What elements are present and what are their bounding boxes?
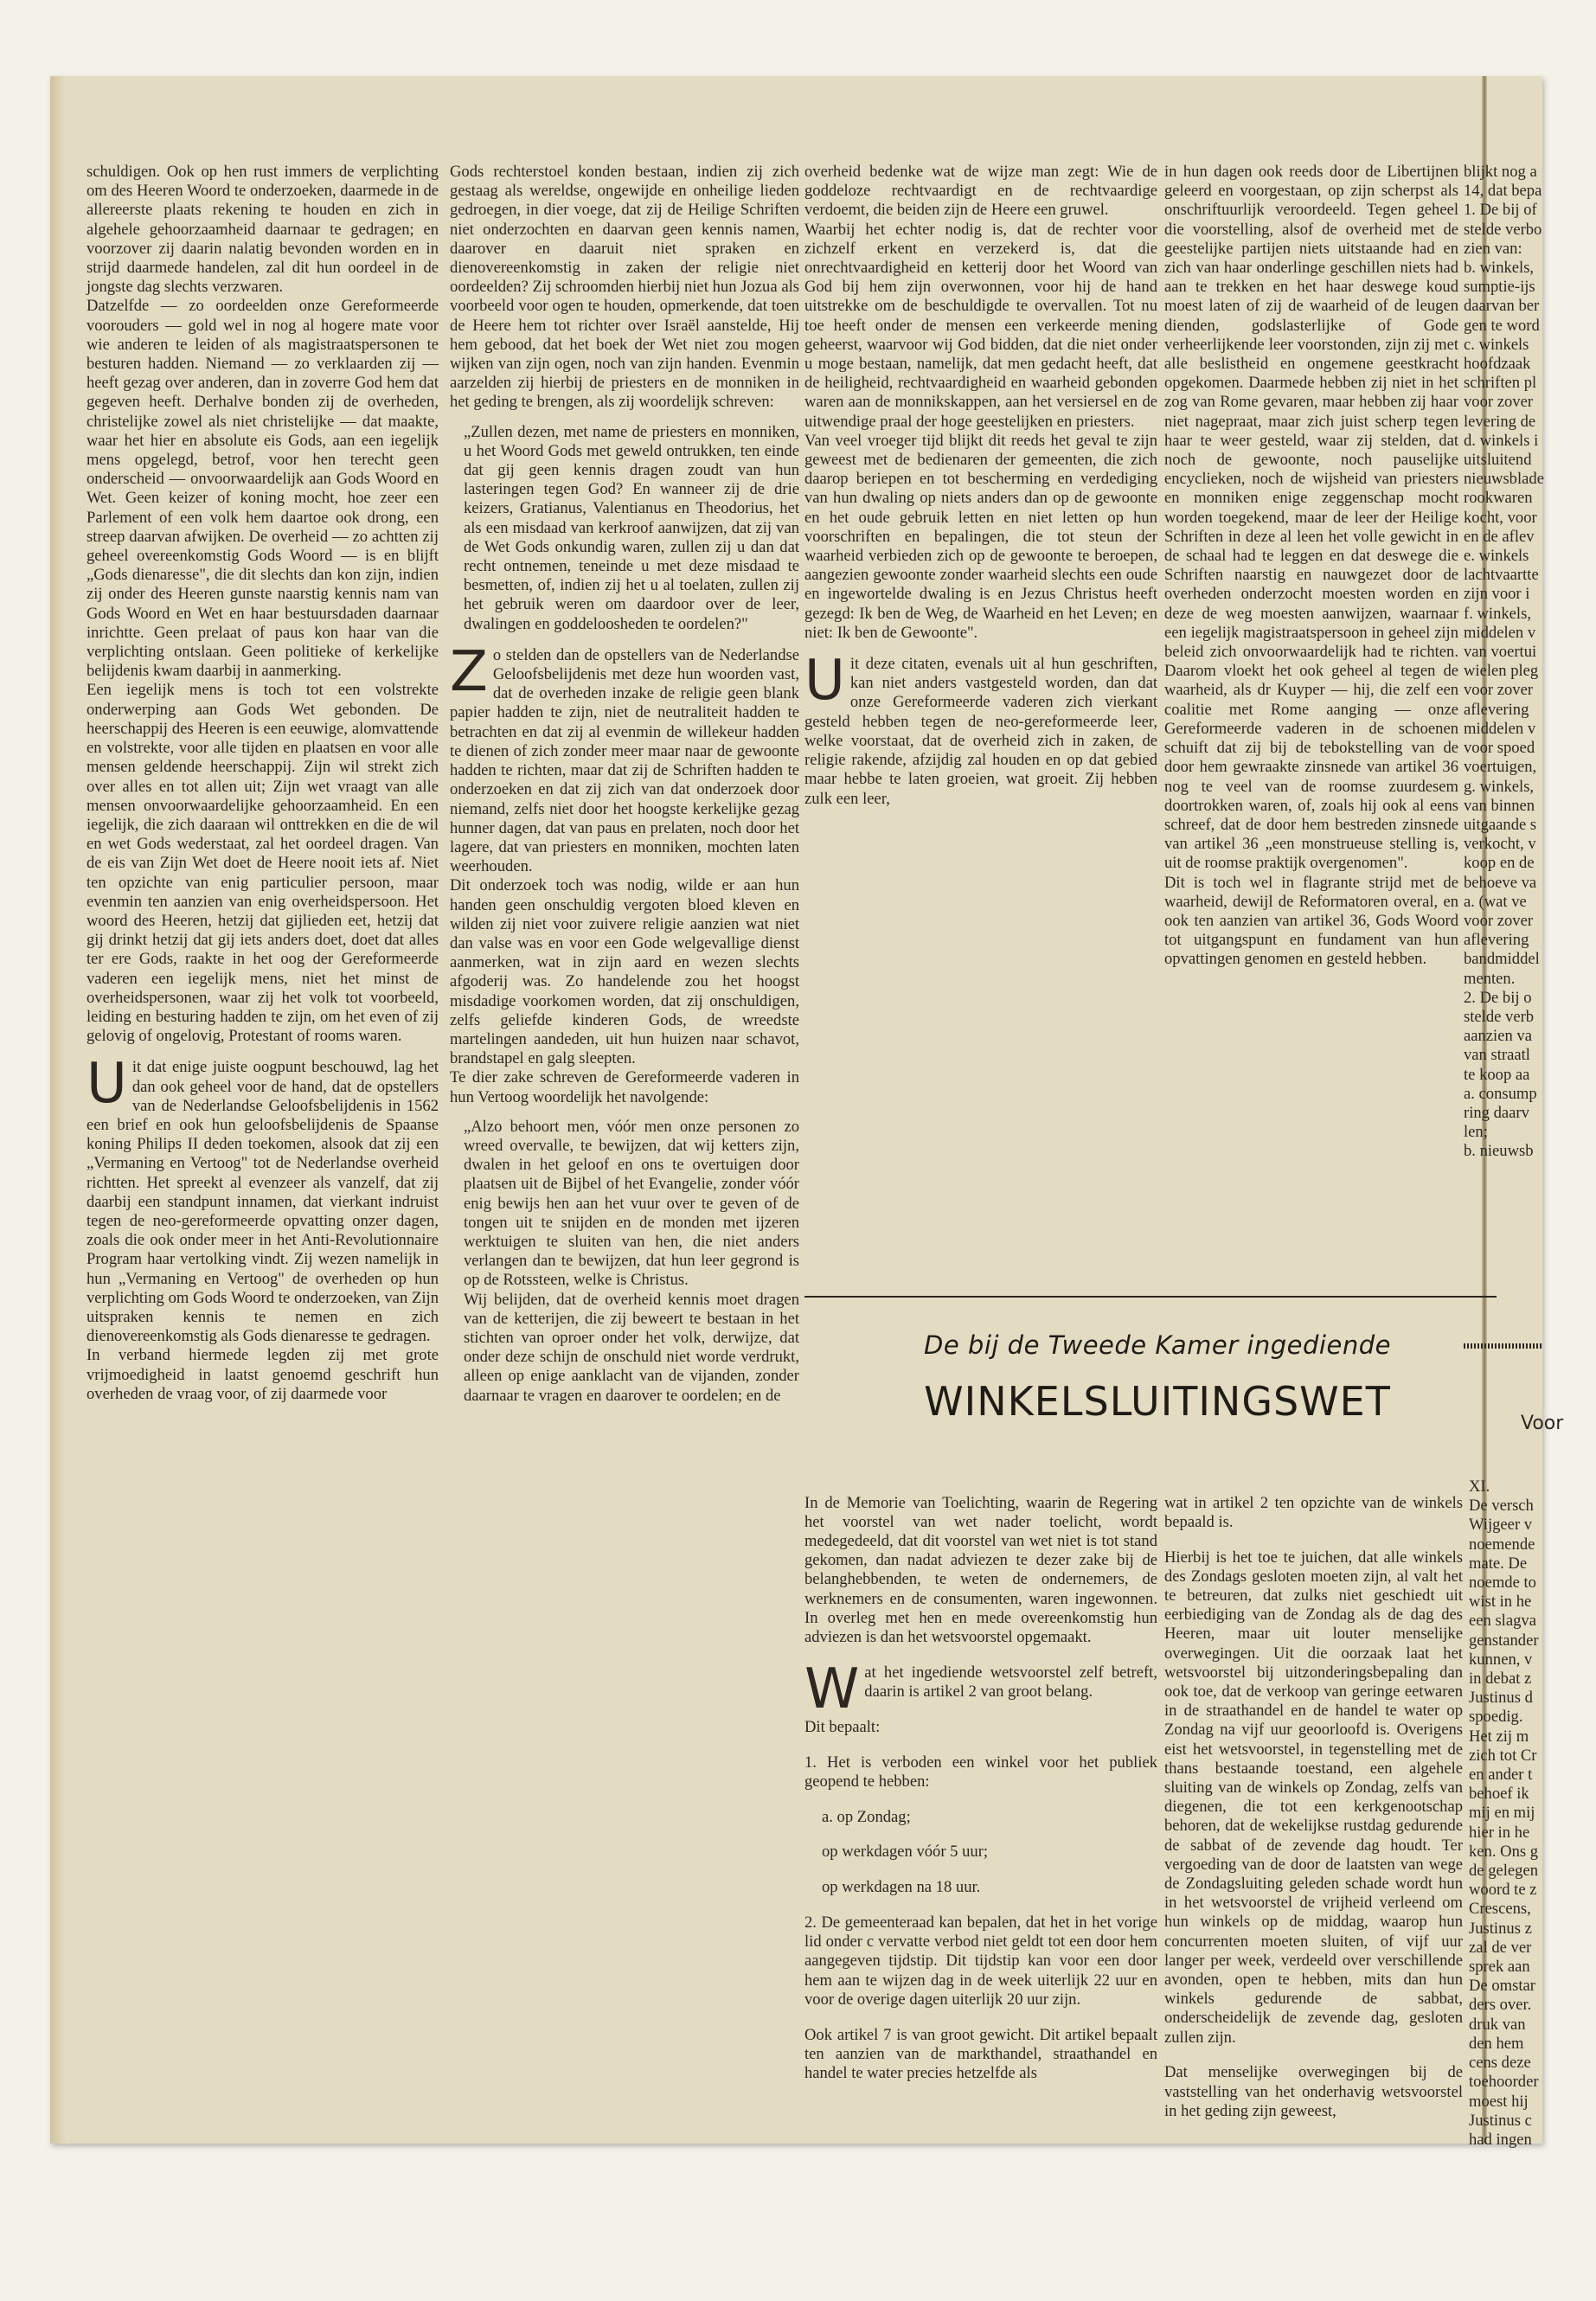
paragraph: In de Memorie van Toelichting, waarin de Regering het voorstel van wet nader toelicht, wordt medegedeeld, dat dit voorstel van wet niet is tot stand gekomen, dan nadat adviezen te dezer zake bij de belanghebbenden, te weten de ondernemers, de werknemers en de consumenten, waren ingewonnen. In overleg met hen en mede overeenkomstig hun adviezen is dan het wetsvoorstel opgemaakt.: [804, 1493, 1157, 1647]
paragraph-text: it deze citaten, evenals uit al hun geschriften, kan niet anders vastgesteld worden, dan dat onze Gereformeerde vaderen zich vierkant gesteld hebben tegen de neo-gereformeerde leer, welke voorstaat, dat de overheid zich in zaken, de religie rakende, afzijdig zal houden en op dat gebied maar hebbe te laten groeien, wat groeit. Zij hebben zulk een leer,: [804, 655, 1157, 808]
paragraph: Dat menselijke overwegingen bij de vaststelling van het onderhavig wetsvoorstel in het geding zijn geweest,: [1164, 2063, 1463, 2120]
cropped-line: aflevering: [1464, 931, 1529, 950]
cropped-line: voor zover: [1464, 911, 1534, 930]
cropped-line: en de aflev: [1464, 527, 1535, 546]
paragraph: Dit bepaalt:: [804, 1717, 881, 1736]
cropped-line: voor spoed: [1464, 739, 1535, 758]
cropped-line: ken. Ons g: [1469, 1842, 1539, 1861]
cropped-line: mate. De: [1469, 1554, 1528, 1573]
cropped-line: Justinus d: [1469, 1689, 1533, 1708]
cropped-line: uitgaande s: [1464, 815, 1537, 834]
paragraph: schuldigen. Ook op hen rust immers de verplichting om des Heeren Woord te onderzoeken, daarmede in de allereerste plaats rekening te houden en zich in algehele gehoorzaamheid daarnaar te gedragen; en voorzover zij daarin nalatig bevonden worden en in strijd daarmede handelen, zal dit hun oordeel in de jongste dag slechts verzwaren.: [87, 163, 439, 297]
cropped-line: stelde verbo: [1464, 220, 1542, 239]
side-heading: Voor: [1521, 1413, 1564, 1434]
quote-block: Wij belijden, dat de overheid kennis moet dragen van de ketterijen, die zij beweert te bestaan in het stichten van oproer onder het volk, derwijze, dat onder deze schijn de onschuld niet worde verdrukt, alleen op enige aanklacht van de vijanden, zonder daarnaar te vragen en daarover te oordelen; en de: [464, 1290, 799, 1405]
cropped-line: middelen v: [1464, 719, 1536, 738]
cropped-line: 2. De bij o: [1464, 988, 1532, 1007]
cropped-line: schriften pl: [1464, 374, 1537, 393]
cropped-line: hoofdzaak: [1464, 355, 1531, 374]
cropped-line: uitsluitend: [1464, 451, 1532, 470]
cropped-line: zien van:: [1464, 239, 1522, 258]
paragraph-text: at het ingediende wetsvoorstel zelf betreft, daarin is artikel 2 van groot belang.: [864, 1663, 1157, 1702]
cropped-line: van straatl: [1464, 1046, 1530, 1065]
cropped-line: druk van: [1469, 2015, 1526, 2034]
dropcap-letter: Z: [450, 639, 488, 704]
dropcap-letter: U: [87, 1052, 127, 1117]
cropped-line: verkocht, v: [1464, 835, 1536, 854]
section-divider: [804, 1296, 1497, 1298]
paragraph-text: it dat enige juiste oogpunt beschouwd, lag het dan ook geheel voor de hand, dat de opstellers van de Nederlandse Geloofsbelijdenis in 1562 een brief en ook hun geloofsbelijdenis de Spaanse koning Philips II deden toekomen, alsook dat zij een „Vermaning en Vertoog" tot de Nederlandse overheid richtten. Het spreekt al evenzeer als vanzelf, dat zij daarbij een standpunt innamen, dat vierkant indruist tegen de neo-gereformeerde opvatting onzer dagen, zoals die ook onder meer in het Anti-Revolutionnaire Program haar vertolking vindt. Zij wezen namelijk in hun „Vermaning en Vertoog" de overheden op hun verplichting om Gods Woord te onderzoeken, van Zijn uitspraken kennis te nemen en zich dienovereenkomstig als Gods dienaresse te gedragen.: [87, 1058, 439, 1346]
cropped-line: noemende: [1469, 1535, 1535, 1554]
paragraph: Waarbij het echter nodig is, dat de rechter voor zichzelf erkent en verzekerd is, dat die onrechtvaardigheid en ketterij door het Woord van God bij hem zijn overwonnen, voor hij de hand uitstrekke om de beschuldigde te overvallen. Tot nu toe heeft onder de mensen een verkeerde mening geheerst, waarvoor wij God bidden, dat die niet onder u moge bestaan, namelijk, dat men gedacht heeft, dat de heiligheid, rechtvaardigheid en waarheid gebonden waren aan de monnikskappen, aan het versiersel en de uitwendige praal der hoge geestelijken en priesters.: [804, 220, 1157, 431]
cropped-line: d. winkels i: [1464, 431, 1539, 450]
cropped-line: gen te word: [1464, 316, 1540, 335]
paragraph: Te dier zake schreven de Gereformeerde vaderen in hun Vertoog woordelijk het navolgende:: [450, 1068, 799, 1106]
cropped-line: blijkt nog a: [1464, 163, 1537, 181]
cropped-line: voertuigen,: [1464, 758, 1537, 777]
cropped-line: Wijgeer v: [1469, 1516, 1533, 1535]
headline-subtitle: De bij de Tweede Kamer ingediende: [924, 1330, 1391, 1360]
cropped-line: a. (wat ve: [1464, 892, 1527, 911]
headline-title: WINKELSLUITINGSWET: [924, 1378, 1391, 1425]
list-item: op werkdagen vóór 5 uur;: [822, 1843, 989, 1862]
cropped-line: moest hij: [1469, 2092, 1529, 2111]
cropped-line: Justinus c: [1469, 2111, 1532, 2130]
cropped-line: noemde to: [1469, 1574, 1536, 1593]
cropped-line: had ingen: [1469, 2130, 1532, 2149]
column-4: [1164, 163, 1458, 1335]
cropped-line: behoef ik: [1469, 1785, 1529, 1804]
list-item: op werkdagen na 18 uur.: [822, 1878, 981, 1897]
cropped-line: zal de ver: [1469, 1938, 1532, 1957]
cropped-line: XI.: [1469, 1477, 1490, 1496]
paragraph-dropcap: [804, 649, 1157, 809]
cropped-line: de gelegen: [1469, 1862, 1539, 1881]
cropped-line: aflevering: [1464, 700, 1529, 719]
cropped-line: behoeve va: [1464, 873, 1537, 892]
dropcap-letter: W: [804, 1657, 860, 1721]
cropped-line: c. winkels: [1464, 335, 1529, 354]
cropped-line: bandmiddel: [1464, 950, 1540, 969]
cropped-line: aanzien va: [1464, 1027, 1532, 1046]
cropped-line: mij en mij: [1469, 1804, 1535, 1823]
quote-block: „Zullen dezen, met name de priesters en monniken, u het Woord Gods met geweld ontrukken, ten einde dat gij geen kennis dragen zoudt van hun lasteringen tegen God? En wanneer zij de drie keizers, Gratianus, Valentianus en Theodorius, het als een misdaad van kerkroof aanwijzen, dat zij van de Wet Gods onkundig waren, zullen zij u dan dat recht ontnemen, teneinde u met deze misdaad te besmetten, of, indien zij het u al toelaten, zullen zij het gebruik weren om daardoor over de leer, dwalingen en goddeloosheden te oordelen?": [464, 422, 799, 633]
cropped-line: 14, dat bepa: [1464, 182, 1542, 201]
cropped-line: a. consump: [1464, 1084, 1537, 1103]
cropped-line: kunnen, v: [1469, 1650, 1533, 1669]
paragraph-dropcap: [804, 1657, 1157, 1721]
article-column-1: [804, 1477, 1157, 2118]
cropped-line: koop en de: [1464, 854, 1535, 873]
paragraph: Hierbij is het toe te juichen, dat alle winkels des Zondags gesloten moeten zijn, al valt het te betreuren, dat zulks niet geschiedt uit eerbiediging van de Zondag als de dag des Heeren, maar uit louter menselijke overwegingen. Uit die oorzaak laat het wetsvoorstel bij uitzonderingsbepaling dan ook toe, dat de verkoop van geringe eetwaren in de straathandel en de handel te water op Zondag na vijf uur geoorloofd is. Overigens eist het wetsvoorstel, in tegenstelling met de thans bestaande toestand, een algehele sluiting van de winkels op Zondag, zelfs van diegenen, die tot een kerkgenootschap behoren, dat de wekelijkse rustdag gedurende de sabbat of de zevende dag houdt. Ter vergoeding van de door de laatsten van wege de Zondagsluiting geleden schade wordt hun in het wetsvoorstel de vrijheid verleend om hun winkels op de middag, waarop hun concurrenten moeten sluiten, of vijf uur langer per week, verdeeld over verschillende avonden, open te hebben, mits dan hun winkels gedurende de sabbat, onderscheidelijk de zevende dag, gesloten zullen zijn.: [1164, 1548, 1463, 2047]
cropped-line: voor zover: [1464, 393, 1534, 412]
paragraph: Een iegelijk mens is toch tot een volstrekte onderwerping aan Gods Wet gebonden. De heerschappij des Heeren is een eeuwige, alomvattende en volstrekte, voor alle tijden en plaatsen en voor alle mensen geldende heerschappij. Zijn wil strekt zich over alles en tot allen uit; Zijn wet vraagt van alle mensen onvoorwaardelijke gehoorzaamheid. En een iegelijk, die zich daaraan wil onttrekken en die de wil en wet Gods wederstaat, zal het oordeel dragen. Van de eis van Zijn Wet doet de Heere nooit iets af. Niet ten opzichte van enig particulier persoon, maar evenmin ten aanzien van enig overheidspersoon. Het woord des Heeren, hetzij dat gijlieden eet, hetzij dat gij drinkt hetzij dat gij iets anders doet, doet dat alles ter ere Gods, raakte in het oog der Gereformeerde vaderen een iegelijk mens, niet het minst de overheidspersonen, waar zij het volk tot voorbeeld, leiding en besturing hadden te zijn, om het even of zij gelovig of ongelovig, Protestant of rooms waren.: [87, 681, 439, 1046]
cropped-line: van voertui: [1464, 643, 1537, 662]
cropped-line: stelde verb: [1464, 1007, 1535, 1026]
cropped-line: f. winkels,: [1464, 604, 1531, 623]
cropped-line: menten.: [1464, 969, 1516, 988]
paragraph: Dit onderzoek toch was nodig, wilde er aan hun handen geen onschuldig vergoten bloed kleven en wilden zij niet voor zuivere religie aanzien wat niet dan valse was en voor een Gode welgevallige dienst aanmerken, wat in zijn aard en wezen slechts afgoderij was. Zo handelende zou het hoogst misdadige voorkomen worden, dat zij onschuldigen, zelfs geliefde kinderen Gods, de wreedste martelingen aandeden, uit hun huizen naar schavot, brandstapel en galg sleepten.: [450, 876, 799, 1068]
cropped-line: daarvan ber: [1464, 297, 1540, 316]
column-5-cropped: [1464, 163, 1550, 1335]
cropped-line: een slagva: [1469, 1612, 1536, 1631]
paragraph: Ook artikel 7 is van groot gewicht. Dit artikel bepaalt ten aanzien van de markthandel, straathandel en handel te water precies hetzelfde als: [804, 2025, 1157, 2083]
column-3: [804, 163, 1157, 1335]
paragraph: 2. De gemeenteraad kan bepalen, dat het in het vorige lid onder c vervatte verbod niet geldt tot een door hem aangegeven tijdstip. Dit tijdstip kan voor een door hem aan te wijzen dag in de week uiterlijk 22 uur en voor de overige dagen uiterlijk 20 uur zijn.: [804, 1913, 1157, 2009]
cropped-line: middelen v: [1464, 623, 1536, 642]
cropped-line: Het zij m: [1469, 1727, 1529, 1746]
cropped-line: en ander t: [1469, 1766, 1533, 1785]
cropped-line: Crescens,: [1469, 1900, 1531, 1919]
paragraph: wat in artikel 2 ten opzichte van de winkels bepaald is.: [1164, 1493, 1463, 1531]
cropped-line: toehoorder: [1469, 2073, 1539, 2092]
paragraph: Van veel vroeger tijd blijkt dit reeds het geval te zijn geweest met de bedienaren der gemeenten, die zich daarop beriepen en tot bescherming en verdediging van hun dwaling op niets anders dan op de gewoonte en het oude gebruik letten en niet letten op hun voorschriften en bepalingen, die tot steun der waarheid verbieden zich op de gewoonte te beroepen, aangezien gewoonte zonder waarheid slechts een oude en ingewortelde dwaling is en Jezus Christus heeft gezegd: Ik ben de Weg, de Waarheid en het Leven; en niet: Ik ben de Gewoonte".: [804, 431, 1157, 642]
page-binding-edge: [50, 76, 66, 2144]
cropped-line: genstander: [1469, 1631, 1539, 1650]
paragraph-text: o stelden dan de opstellers van de Nederlandse Geloofsbelijdenis met deze hun woorden vast, dat de overheden inzake de religie geen blank papier hadden te zijn, niet de neutraliteit hadden te betrachten en dat zij al evenmin de willekeur hadden te dienen of zich zonder meer maar naar de gewoonte hadden te richten, maar dat zij de Schriften hadden te onderzoeken en dat zij zich van dat onderzoek door niemand, zelfs niet door het hoogste kerkelijke gezag hunner dagen, dat van paus en prelaten, noch door het lagere, dat van priesters en monniken, mochten laten weerhouden.: [450, 645, 799, 876]
list-item: a. op Zondag;: [822, 1807, 911, 1826]
cropped-line: rookwaren: [1464, 489, 1533, 508]
cropped-line: voor zover: [1464, 681, 1534, 700]
cropped-line: cens deze: [1469, 2054, 1531, 2073]
paragraph: Dit is toch wel in flagrante strijd met de waarheid, dewijl de Reformatoren overal, en ook ten aanzien van artikel 36, Gods Woord tot uitgangspunt en fundament van hun opvattingen genomen en gesteld hebben.: [1164, 873, 1458, 969]
cropped-line: van binnen: [1464, 796, 1535, 815]
article-column-2: [1164, 1477, 1463, 2118]
cropped-line: 1. De bij of: [1464, 201, 1537, 220]
paragraph: 1. Het is verboden een winkel voor het publiek geopend te hebben:: [804, 1753, 1157, 1791]
paragraph-dropcap: [87, 1052, 439, 1346]
cropped-line: nieuwsblade: [1464, 470, 1544, 489]
cropped-line: levering de: [1464, 412, 1536, 431]
cropped-line: wielen pleg: [1464, 662, 1539, 681]
cropped-line: te koop aa: [1464, 1065, 1530, 1084]
article-column-3-cropped: [1469, 1477, 1542, 2149]
cropped-line: e. winkels: [1464, 547, 1529, 566]
cropped-line: woord te z: [1469, 1881, 1537, 1900]
cropped-line: b. winkels,: [1464, 259, 1535, 278]
cropped-line: sumptie-ijs: [1464, 278, 1535, 297]
column-2: [450, 163, 799, 2009]
quote-block: „Alzo behoort men, vóór men onze personen zo wreed overvalle, te bewijzen, dat wij ketters zijn, dwalen in het geloof en ons te overtuigen door plaatsen uit de Bijbel of het Evangelie, zonder vóór enig bewijs hen aan het vuur over te geven of de tongen uit te snijden en de monden met ijzeren werktuigen te sluiten van hen, die niet anders verlangen dan te bewijzen, dat hun leer gegrond is op de Rotssteen, welke is Christus.: [464, 1117, 799, 1290]
cropped-line: sprek aan: [1469, 1958, 1530, 1977]
cropped-line: De omstar: [1469, 1977, 1535, 1996]
paragraph: In verband hiermede legden zij met grote vrijmoedigheid in laatst genoemd geschrift hun overheden de vraag voor, of zij daarmede voor: [87, 1346, 439, 1403]
dotted-divider: [1464, 1343, 1542, 1349]
paragraph-dropcap: [450, 639, 799, 876]
dropcap-letter: U: [804, 649, 845, 714]
newspaper-page: [50, 76, 1564, 2149]
paragraph: overheid bedenke wat de wijze man zegt: Wie de goddeloze rechtvaardigt en de rechtvaardige verdoemt, die beiden zijn de Heere een gruwel.: [804, 163, 1157, 220]
cropped-line: zijn voor i: [1464, 585, 1530, 604]
paragraph: in hun dagen ook reeds door de Libertijnen geleerd en voorgestaan, op zijn scherpst als onschriftuurlijk veroordeeld. Tegen geheel die voorstelling, alsof de overheid met de geestelijke partijen niets uitstaande had en zich van haar onderlinge geschillen niets had aan te trekken en het haar deswege koud moest laten of zij de waarheid of de leugen dienden, godslasterlijke of Gode verheerlijkende leer voorstonden, zijn zij met alle beslistheid en ongemene geestkracht opgekomen. Daarmede hebben zij niet in het zog van Rome gevaren, maar hebben zij haar niet nagepraat, maar zich juist scherp tegen haar te weer gesteld, waar zij stelden, dat noch de gewoonte, noch pauselijke encyclieken, noch de wijsheid van priesters en monniken enige zeggenschap mocht worden toegekend, maar de leer der Heilige Schriften in deze al leen het volle gewicht in de schaal had te leggen en dat deswege die Schriften naarstig en nauwgezet door de overheden onderzocht moesten worden en deze de weg moesten aanwijzen, waarnaar een iegelijk magistraatspersoon in geheel zijn beleid zich onvoorwaardelijk had te richten. Daarom vloekt het ook geheel al tegen de waarheid, als dr Kuyper — hij, die zelf een coalitie met Rome aanging — onze Gereformeerde vaderen in de schoenen schuift dat zij bij de tebokstelling van de door hem gewraakte zinsnede van artikel 36 nog te veel van de roomse zuurdesem doortrokken waren, of, zoals hij ook al eens schreef, dat de door hem bestreden zinsnede van artikel 36 „een monstrueuse stelling is, uit de roomse praktijk overgenomen".: [1164, 163, 1458, 873]
cropped-line: in debat z: [1469, 1670, 1532, 1689]
cropped-line: len;: [1464, 1123, 1488, 1142]
cropped-line: Justinus z: [1469, 1919, 1532, 1938]
cropped-line: De versch: [1469, 1497, 1534, 1516]
cropped-line: b. nieuwsb: [1464, 1142, 1534, 1161]
cropped-line: ring daarv: [1464, 1103, 1529, 1122]
cropped-line: g. winkels,: [1464, 777, 1535, 796]
cropped-line: wist in he: [1469, 1593, 1532, 1612]
cropped-line: den hem: [1469, 2034, 1524, 2053]
paragraph: Datzelfde — zo oordeelden onze Gereformeerde voorouders — gold wel in nog al hogere mate voor wie anderen te leiden of als magistraatspersonen te besturen hadden. Niemand — zo verklaarden zij — heeft gezag over anderen, dan in zoverre God hem dat gegeven heeft. Derhalve bonden zij de overheden, christelijke zowel als niet christelijke — dat maakte, waar het hier en absolute eis Gods, aan een iegelijk mens opgelegd, betrof, voor hen terecht geen onderscheid — onvoorwaardelijk aan Gods Woord en Wet. Geen keizer of koning mocht, hoe zeer een Parlement of een volk hem daartoe ook drong, een streep daarvan afwijken. De overheid — zo achtten zij geheel overeenkomstig Gods Woord — is en blijft „Gods dienaresse", die dit slechts dan kon zijn, indien zij onder des Heeren gunste naarstig kennis nam van Gods Woord en Wet en haar bestuursdaden daarnaar inrichtte. Geen prelaat of paus kon haar van die verplichting ontslaan. Geen politieke of kerkelijke belijdenis kwam daarbij in aanmerking.: [87, 297, 439, 681]
cropped-line: zich tot Cr: [1469, 1746, 1537, 1765]
cropped-line: ders over.: [1469, 1996, 1532, 2015]
cropped-line: spoedig.: [1469, 1708, 1523, 1727]
paragraph: Gods rechterstoel konden bestaan, indien zij zich gestaag als wereldse, ongewijde en onheilige lieden gedroegen, in dier voege, dat zij de Heilige Schriften niet onderzochten en daarvan geen kennis namen, daarover en daaruit niet spraken en dienovereenkomstig in zaken der religie niet oordeelden? Zij schroomden hierbij niet hun Jozua als voorbeeld voor ogen te houden, opmerkende, dat toen de Heere hem tot richter over Israël aanstelde, Hij hem gebood, dat het boek der Wet niet zou mogen wijken van zijn ogen, noch van zijn handen. Evenmin aarzelden zij hierbij de priesters en de monniken in het geding te brengen, als zij woordelijk schreven:: [450, 163, 799, 412]
cropped-line: lachtvaartte: [1464, 566, 1539, 585]
column-1: [87, 163, 439, 2009]
cropped-line: kocht, voor: [1464, 508, 1537, 527]
cropped-line: hier in he: [1469, 1823, 1530, 1842]
